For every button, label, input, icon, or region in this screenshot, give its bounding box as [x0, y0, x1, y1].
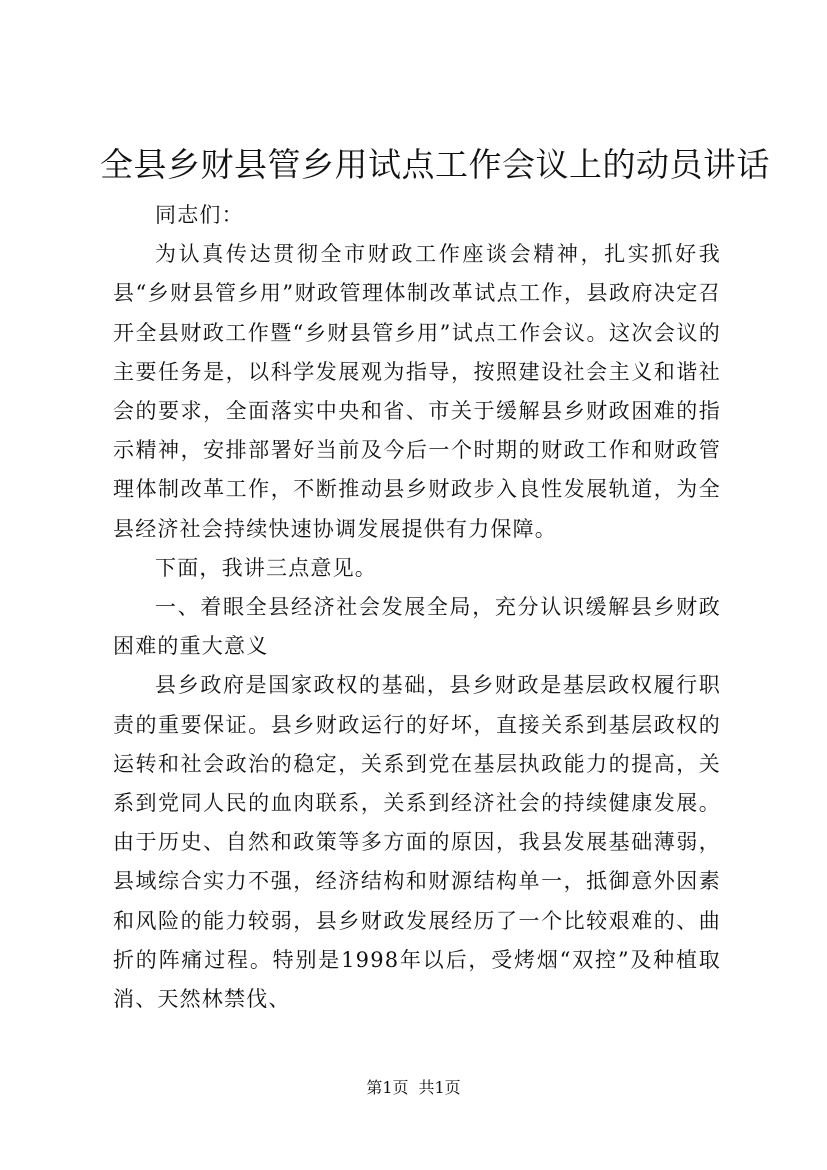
- document-body: [113, 196, 721, 1019]
- transition-paragraph: 下面，我讲三点意见。: [155, 555, 377, 580]
- page-number: 第1页: [366, 1078, 409, 1097]
- intro-paragraph: 为认真传达贯彻全市财政工作座谈会精神，扎实抓好我县“乡财县管乡用”财政管理体制改革试点工作，县政府决定召开全县财政工作暨“乡财县管乡用”试点工作会议。这次会议的主要任务是，以科学发展观为指导，按照建设社会主义和谐社会的要求，全面落实中央和省、市关于缓解县乡财政困难的指示精神，安排部署好当前及今后一个时期的财政工作和财政管理体制改革工作，不断推动县乡财政步入良性发展轨道，为全县经济社会持续快速协调发展提供有力保障。: [113, 242, 721, 541]
- section-body-paragraph: 县乡政府是国家政权的基础，县乡财政是基层政权履行职责的重要保证。县乡财政运行的好坏，直接关系到基层政权的运转和社会政治的稳定，关系到党在基层执政能力的提高，关系到党同人民的血肉联系，关系到经济社会的持续健康发展。由于历史、自然和政策等多方面的原因，我县发展基础薄弱，县域综合实力不强，经济结构和财源结构单一，抵御意外因素和风险的能力较弱，县乡财政发展经历了一个比较艰难的、曲折的阵痛过程。特别是1998年以后，受烤烟“双控”及种植取消、天然林禁伐、: [113, 673, 721, 1012]
- salutation-paragraph: 同志们：: [155, 203, 244, 227]
- section-heading-1: 一、着眼全县经济社会发展全局，充分认识缓解县乡财政困难的重大意义: [113, 595, 721, 659]
- total-pages: 共1页: [418, 1078, 461, 1097]
- page-footer: [0, 1078, 827, 1098]
- document-title: 全县乡财县管乡用试点工作会议上的动员讲话: [100, 145, 770, 184]
